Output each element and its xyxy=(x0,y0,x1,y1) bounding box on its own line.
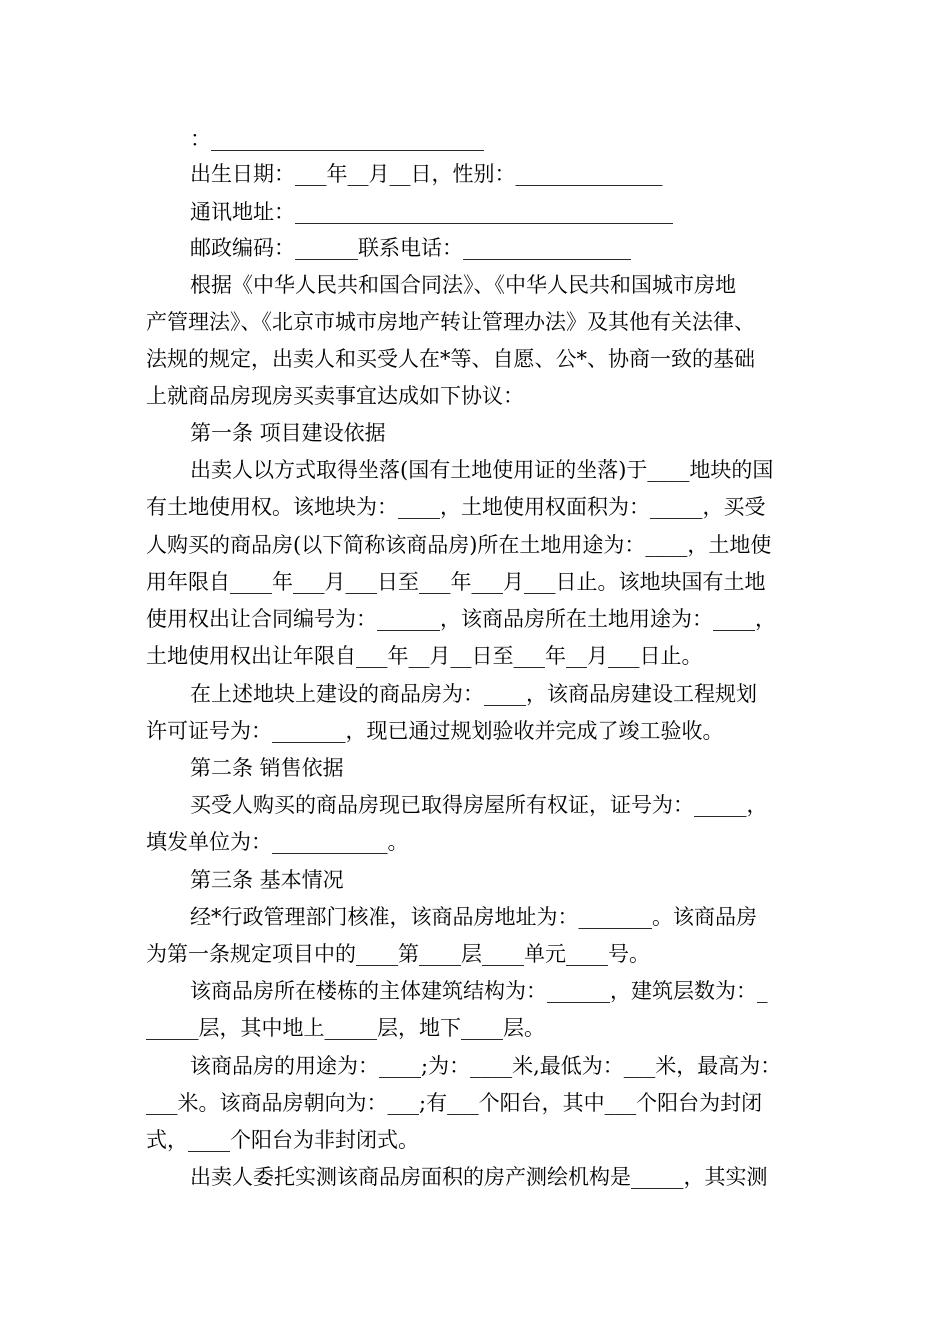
text-line: 有土地使用权。该地块为：____，土地使用权面积为：_____，买受 xyxy=(146,495,766,519)
text-line: 该商品房的用途为：____;为：____米,最低为：___米，最高为： xyxy=(190,1054,782,1078)
text-line: _____层，其中地上_____层，地下____层。 xyxy=(146,1016,545,1040)
text-line: 人购买的商品房(以下简称该商品房)所在土地用途为：____，土地使 xyxy=(146,533,772,557)
text-line: 经*行政管理部门核准，该商品房地址为：_______。该商品房 xyxy=(190,905,757,929)
text-line: 出卖人委托实测该商品房面积的房产测绘机构是_____，其实测 xyxy=(190,1165,768,1189)
text-line: 上就商品房现房买卖事宜达成如下协议： xyxy=(146,384,524,408)
text-line: 填发单位为：___________。 xyxy=(146,830,409,854)
text-line: 许可证号为：_______，现已通过规划验收并完成了竣工验收。 xyxy=(146,719,724,743)
text-line: 土地使用权出让年限自___年__月__日至___年__月___日止。 xyxy=(146,644,703,668)
text-line: 使用权出让合同编号为：______，该商品房所在土地用途为：____， xyxy=(146,607,776,631)
text-line: 根据《中华人民共和国合同法》、《中华人民共和国城市房地 xyxy=(190,273,736,297)
text-line: 产管理法》、《北京市城市房地产转让管理办法》及其他有关法律、 xyxy=(146,310,755,334)
text-line: 该商品房所在楼栋的主体建筑结构为：______，建筑层数为：_ xyxy=(190,979,768,1003)
text-line: 通讯地址：____________________________________ xyxy=(190,200,673,224)
section-heading: 第一条 项目建设依据 xyxy=(190,421,386,445)
text-line: 买受人购买的商品房现已取得房屋所有权证，证号为：_____， xyxy=(190,793,768,817)
text-line: 用年限自____年___月___日至___年___月___日止。该地块国有土地 xyxy=(146,570,766,594)
text-line: 法规的规定，出卖人和买受人在*等、自愿、公*、协商一致的基础 xyxy=(146,347,755,371)
text-line: ：__________________________ xyxy=(190,127,484,151)
text-line: 出生日期：___年__月__日，性别：______________ xyxy=(190,162,663,186)
text-line: 在上述地块上建设的商品房为：____，该商品房建设工程规划 xyxy=(190,682,757,706)
text-line: 为第一条规定项目中的____第____层____单元____号。 xyxy=(146,942,650,966)
text-line: 式，____个阳台为非封闭式。 xyxy=(146,1128,419,1152)
section-heading: 第二条 销售依据 xyxy=(190,756,344,780)
text-line: ___米。该商品房朝向为：___;有___个阳台，其中___个阳台为封闭 xyxy=(146,1091,763,1115)
text-line: 邮政编码：______联系电话：________________ xyxy=(190,236,631,260)
section-heading: 第三条 基本情况 xyxy=(190,868,344,892)
text-line: 出卖人以方式取得坐落(国有土地使用证的坐落)于____地块的国 xyxy=(190,458,774,482)
